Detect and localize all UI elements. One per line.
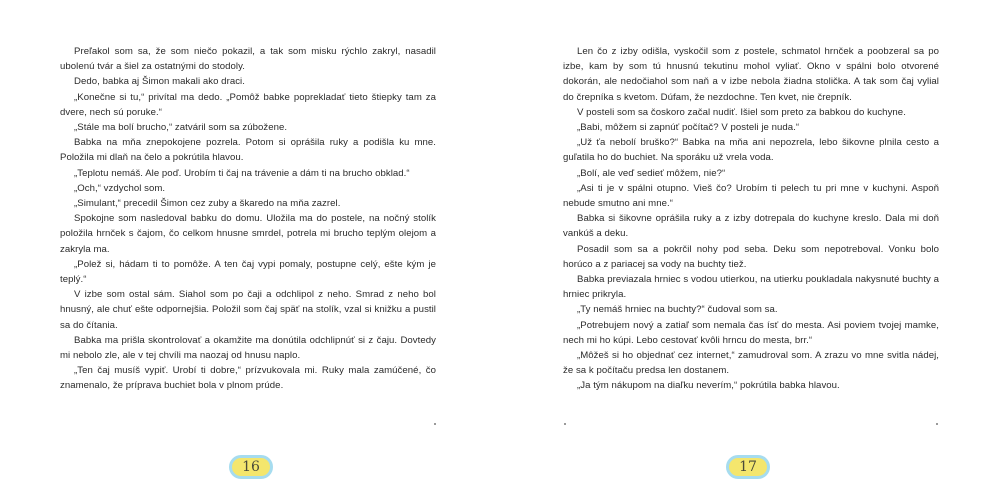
paragraph: „Už ťa nebolí bruško?“ Babka na mňa ani nepozrela, lebo šikovne plnila cesto a guľatila ho do buchiet. Na sporáku už vrela voda. (563, 137, 939, 164)
paragraph: „Stále ma bolí brucho,“ zatváril som sa zúbožene. (74, 122, 288, 134)
paragraph: „Babi, môžem si zapnúť počítač? V posteli je nuda.“ (577, 122, 800, 134)
paragraph: „Ja tým nákupom na diaľku neverím,“ pokrútila babka hlavou. (577, 380, 840, 392)
page-number-right (726, 455, 770, 479)
left-page-text (60, 44, 436, 394)
paragraph: Dedo, babka aj Šimon makali ako draci. (74, 76, 245, 88)
crop-mark (564, 423, 566, 425)
paragraph: Babka si šikovne oprášila ruky a z izby dotrepala do kuchyne kreslo. Dala mi doň vankúš a deku. (563, 213, 939, 240)
paragraph: „Asi ti je v spálni otupno. Vieš čo? Urobím ti pelech tu pri mne v kuchyni. Aspoň nebude smutno ani mne.“ (563, 182, 939, 210)
paragraph: „Polež si, hádam ti to pomôže. A ten čaj vypi pomaly, postupne celý, ešte kým je teplý.“ (60, 258, 436, 286)
right-page-text (563, 44, 939, 394)
paragraph: Len čo z izby odišla, vyskočil som z postele, schmatol hrnček a poobzeral sa po izbe, kam by som tú hnusnú tekutinu mohol vyliať. Okno v spálni bolo otvorené dokorán, ale nedočiahol som naň a v izbe nebola žiadna stolička. A tak som čaj vylial do črepníka s kvetom. Dúfam, že nezdochne. Ten kvet, nie črepník. (563, 46, 939, 103)
crop-mark (936, 423, 938, 425)
page-number-left (229, 455, 273, 479)
paragraph: V posteli som sa čoskoro začal nudiť. Išiel som preto za babkou do kuchyne. (577, 106, 906, 118)
page-number-label: 17 (739, 459, 757, 475)
page-number-label: 16 (242, 459, 260, 475)
paragraph: „Och,“ vzdychol som. (74, 182, 166, 194)
paragraph: V izbe som ostal sám. Siahol som po čaji a odchlipol z neho. Smrad z neho bol hnusný, ale chuť ešte odpornejšia. Položil som čaj späť na stolík, vzal si knižku a pustil sa do čítania. (60, 289, 436, 331)
paragraph: „Konečne si tu,“ privítal ma dedo. „Pomôž babke poprekladať tieto štiepky tam za dvere, nech sú poruke.“ (60, 91, 436, 118)
crop-mark (434, 423, 436, 425)
paragraph: Babka ma prišla skontrolovať a okamžite ma donútila odchlipnúť si z čaju. Dovtedy mi nebolo zle, ale v tej chvíli ma naozaj od hnusu naplo. (60, 334, 436, 362)
paragraph: „Môžeš si ho objednať cez internet,“ zamudroval som. A zrazu vo mne svitla nádej, že sa k počítaču predsa len dostanem. (563, 350, 939, 377)
paragraph: Spokojne som nasledoval babku do domu. Uložila ma do postele, na nočný stolík položila hrnček s čajom, čo celkom hnusne smrdel, potrela mi brucho teplým olejom a zakryla ma. (60, 213, 436, 255)
paragraph: „Simulant,“ precedil Šimon cez zuby a škaredo na mňa zazrel. (74, 198, 341, 210)
paragraph: Preľakol som sa, že som niečo pokazil, a tak som misku rýchlo zakryl, nasadil ubolenú tvár a šiel za ostatnými do stodoly. (60, 46, 436, 73)
paragraph: „Teplotu nemáš. Ale poď. Urobím ti čaj na trávenie a dám ti na brucho obklad.“ (74, 167, 410, 179)
paragraph: Babka na mňa znepokojene pozrela. Potom si oprášila ruky a podišla ku mne. Položila mi dlaň na čelo a pokrútila hlavou. (60, 137, 436, 164)
paragraph: „Potrebujem nový a zatiaľ som nemala čas ísť do mesta. Asi poviem tvojej mamke, nech mi ho kúpi. Lebo cestovať kvôli hrncu do mesta, brr.“ (563, 319, 939, 346)
paragraph: „Ten čaj musíš vypiť. Urobí ti dobre,“ prízvukovala mi. Ruky mala zamúčené, čo znamenalo, že príprava buchiet bola v plnom prúde. (60, 365, 436, 392)
paragraph: „Bolí, ale veď sedieť môžem, nie?“ (577, 167, 726, 179)
paragraph: Posadil som sa a pokrčil nohy pod seba. Deku som nepotreboval. Vonku bolo horúco a z pariacej sa vody na buchty tiež. (563, 243, 939, 270)
paragraph: „Ty nemáš hrniec na buchty?“ čudoval som sa. (577, 304, 778, 316)
paragraph: Babka previazala hrniec s vodou utierkou, na utierku poukladala nakysnuté buchty a hrniec prikryla. (563, 274, 939, 301)
